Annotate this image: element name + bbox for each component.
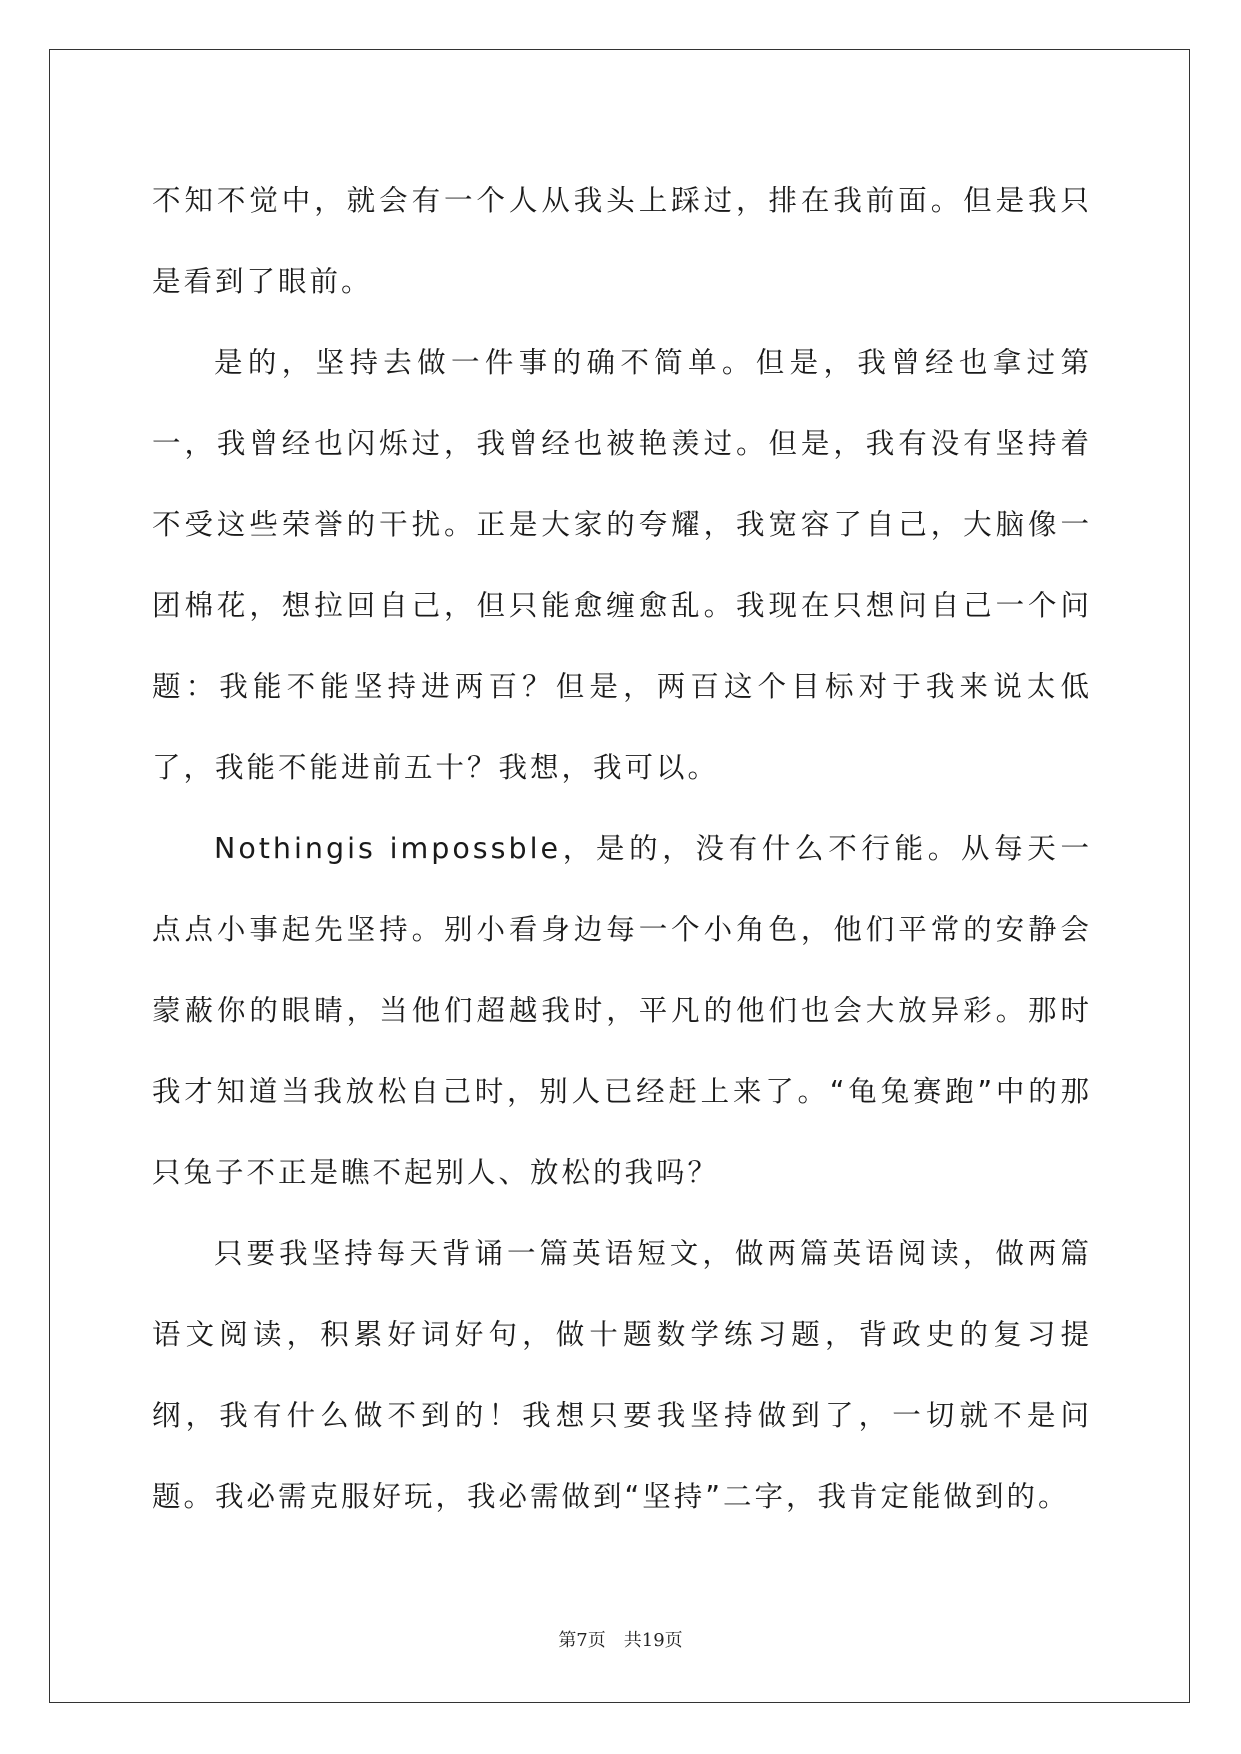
total-pages-label: 共19页 bbox=[623, 1630, 683, 1651]
paragraph-1: 不知不觉中，就会有一个人从我头上踩过，排在我前面。但是我只是看到了眼前。 bbox=[152, 184, 1092, 298]
document-body bbox=[152, 160, 1092, 1537]
paragraph-4: 只要我坚持每天背诵一篇英语短文，做两篇英语阅读，做两篇语文阅读，积累好词好句，做十题数学练习题，背政史的复习提纲，我有什么做不到的！我想只要我坚持做到了，一切就不是问题。我必需克服好玩，我必需做到“坚持”二字，我肯定能做到的。 bbox=[152, 1237, 1092, 1513]
current-page-label: 第7页 bbox=[558, 1630, 606, 1651]
paragraph-3: Nothingis impossble，是的，没有什么不行能。从每天一点点小事起先坚持。别小看身边每一个小角色，他们平常的安静会蒙蔽你的眼睛，当他们超越我时，平凡的他们也会大放异彩。那时我才知道当我放松自己时，别人已经赶上来了。“龟兔赛跑”中的那只兔子不正是瞧不起别人、放松的我吗？ bbox=[152, 832, 1092, 1189]
page-footer bbox=[0, 1626, 1241, 1652]
paragraph-2: 是的，坚持去做一件事的确不简单。但是，我曾经也拿过第一，我曾经也闪烁过，我曾经也被艳羡过。但是，我有没有坚持着不受这些荣誉的干扰。正是大家的夸耀，我宽容了自己，大脑像一团棉花，想拉回自己，但只能愈缠愈乱。我现在只想问自己一个问题：我能不能坚持进两百？但是，两百这个目标对于我来说太低了，我能不能进前五十？我想，我可以。 bbox=[152, 346, 1092, 784]
